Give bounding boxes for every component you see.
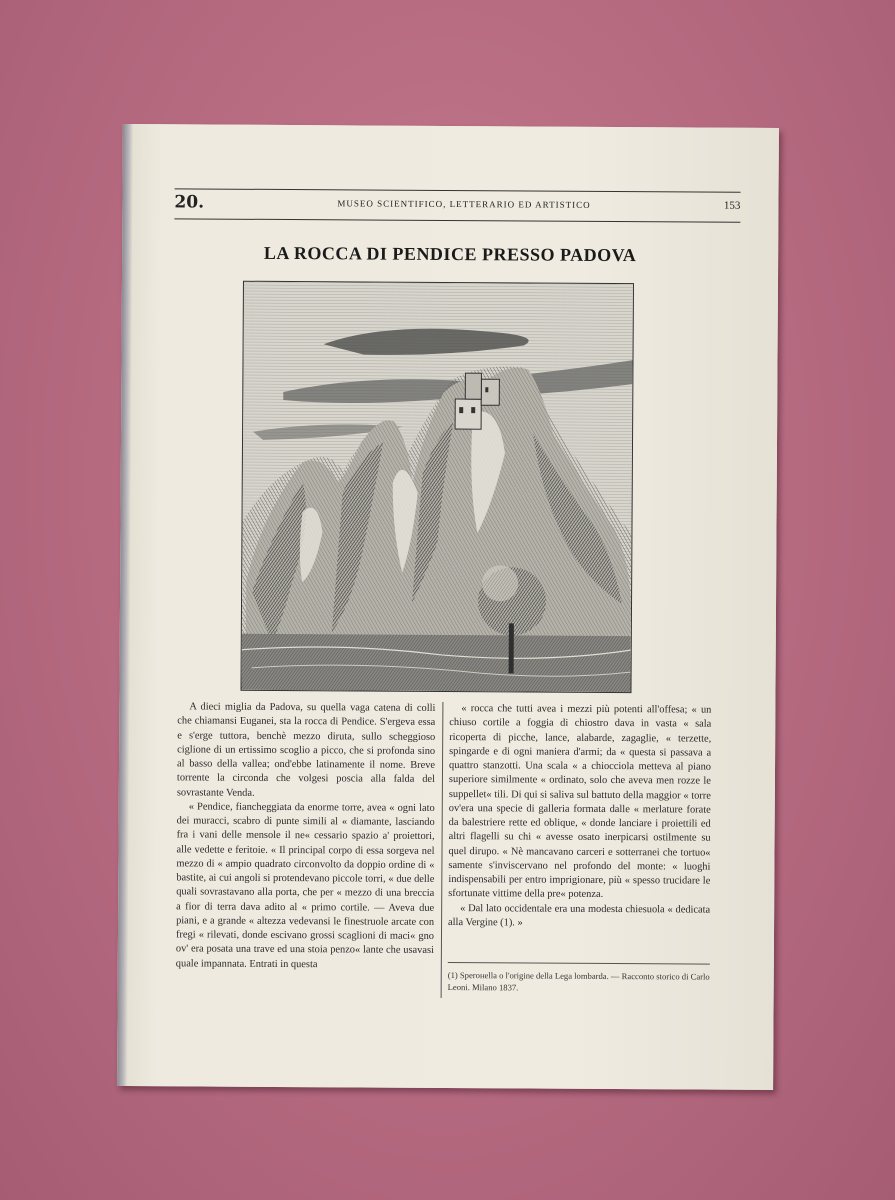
page-number: 153 — [723, 199, 741, 212]
body-paragraph: « rocca che tutti avea i mezzi più potenti all'offesa; « un chiuso cortile a foggia di chiostro dava in vasta « sala ricoperta di picche, lance, alabarde, zagaglie, « terzette, spingarde e di ogni maniera d'armi; da « questa si passava a quattro stanzotti. Una scala « a chiocciola metteva al piano superiore similmente « ordinato, solo che aveva men rozze le suppellet« tili. Di qui si saliva sul battuto della maggior « torre ov'era una specie di galleria formata dalle « merlature forate da balestriere rette ed oblique, « donde lanciare i proiettili ed altri flagelli su chi « avesse osato inerpicarsi ostilmente su quel dirupo. « Nè mancavano carceri e sotterranei che tortuo« samente s'inviscervano nel profondo del monte: « luoghi indispensabili per entro imprigionare, più « spesso trucidare le sfortunate vittime della pre« potenza. — [448, 703, 712, 901]
article-column-right — [448, 702, 711, 932]
magazine-page — [117, 124, 779, 1090]
issue-number: 20. — [174, 192, 205, 213]
mountain-castle-engraving-icon — [240, 281, 633, 693]
article-column-left — [176, 700, 436, 972]
footnote-rule — [448, 962, 710, 965]
column-divider — [441, 702, 444, 998]
page-header — [174, 192, 740, 215]
footnote: (1) Sperонella o l'origine della Lega lombarda. — Racconto storico di Carlo Leoni. Milano 1837. — [447, 970, 710, 993]
running-head: MUSEO SCIENTIFICO, LETTERARIO ED ARTISTICO — [337, 198, 591, 210]
body-paragraph: A dieci miglia da Padova, su quella vaga catena di colli che chiamansi Euganei, sta la rocca di Pendice. S'ergeva essa e s'erge tuttora, benchè mezzo diruta, sullo scheggioso ciglione di un ertissimo scoglio a picco, che si profonda sino al basso della vallea; ond'ebbe latinamente il nome. Breve torrente la circonda che volgesi poscia alla falda del sovrastante Venda. — [176, 701, 436, 799]
body-paragraph: « Pendice, fiancheggiata da enorme torre, avea « ogni lato dei muracci, scabro di punte simili al « diamante, lasciando fra i vani delle mensole il ne« cessario spazio a' proiettori, alle vedette e feritoie. « Il principal corpo di essa sorgeva nel mezzo di « ampio quadrato circonvolto da doppio ordine di « bastite, ai cui angoli si protendevano piccole torri, « due delle quali sovrastavano alla porta, che per « mezzo di una breccia a fior di terra dava adito al « primo cortile. — Aveva due piani, e a grande « altezza vedevansi le finestruole arcate con fregi « rilevati, donde escivano grossi scaglioni di maci« gno ov' era posata una trave ed una stoia penzo« lante che usavasi quale impannata. Entrati in questa — [175, 801, 435, 970]
body-paragraph: « Dal lato occidentale era una modesta chiesuola « dedicata alla Vergine (1). » — [448, 902, 711, 929]
article-title: LA ROCCA DI PENDICE PRESSO PADOVA — [263, 242, 637, 266]
header-rule-bottom — [174, 218, 740, 222]
binding-edge — [117, 124, 133, 1086]
